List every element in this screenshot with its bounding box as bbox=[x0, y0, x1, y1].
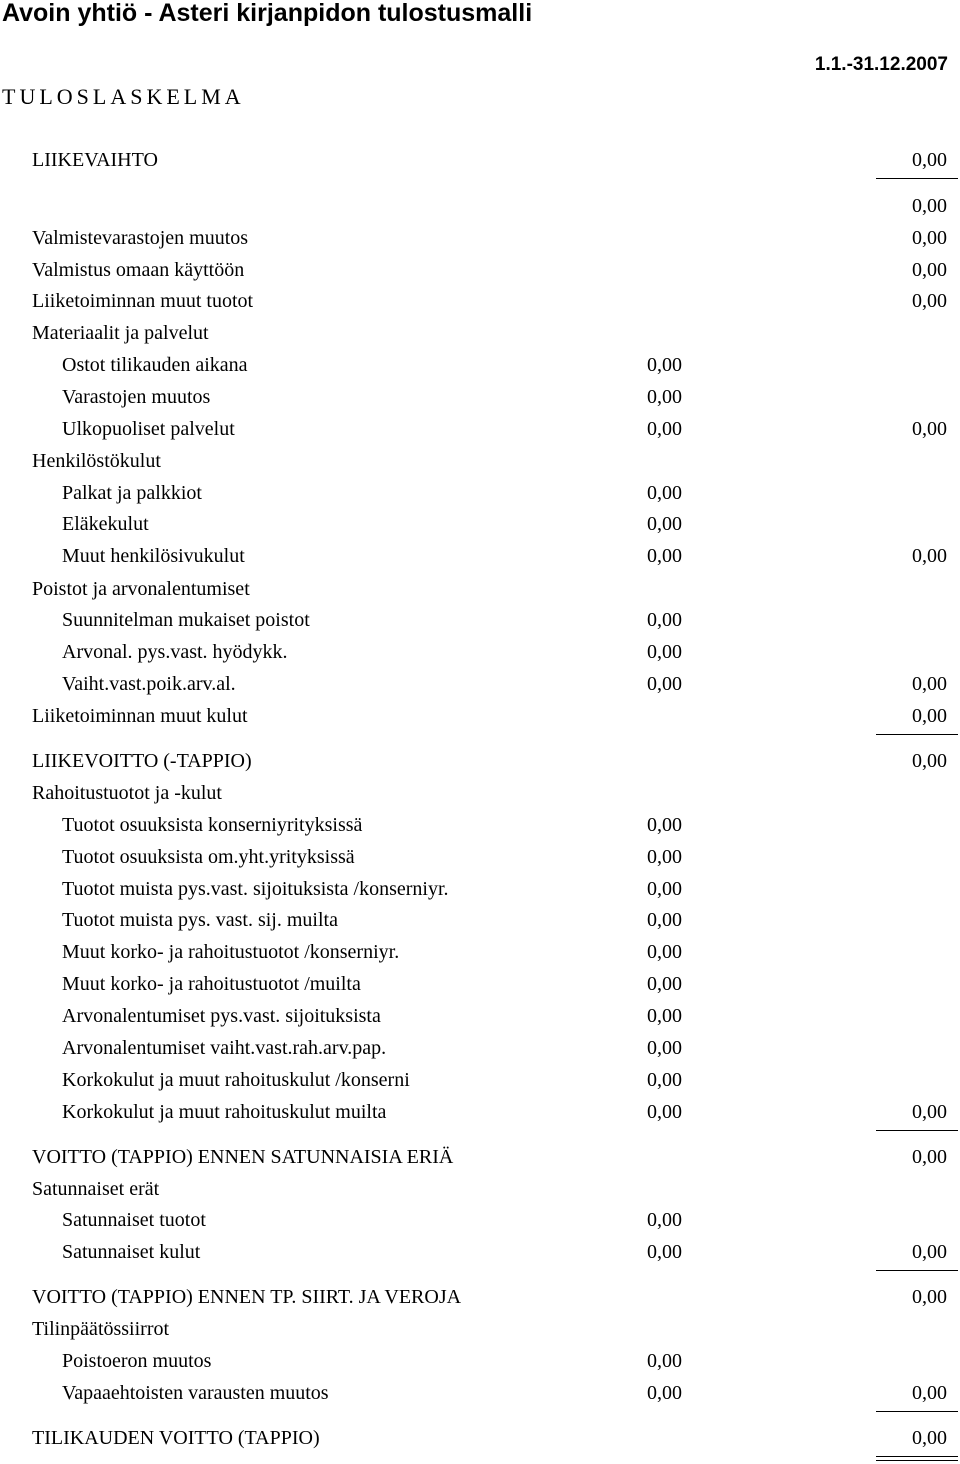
row-amount: 0,00 bbox=[647, 909, 682, 931]
row-amount: 0,00 bbox=[647, 1101, 682, 1123]
row-amount: 0,00 bbox=[647, 513, 682, 535]
row-label: Ostot tilikauden aikana bbox=[62, 354, 248, 376]
row-amount: 0,00 bbox=[647, 878, 682, 900]
statement-heading: TULOSLASKELMA bbox=[2, 84, 245, 109]
row-total: 0,00 bbox=[912, 195, 947, 217]
row-label: LIIKEVOITTO (-TAPPIO) bbox=[32, 750, 252, 772]
row-total: 0,00 bbox=[912, 750, 947, 772]
row-amount: 0,00 bbox=[647, 545, 682, 567]
row-label: Valmistevarastojen muutos bbox=[32, 227, 249, 249]
row-label: Eläkekulut bbox=[62, 513, 149, 535]
row-amount: 0,00 bbox=[647, 354, 682, 376]
row-total: 0,00 bbox=[912, 1382, 947, 1404]
row-total: 0,00 bbox=[912, 290, 947, 312]
row-label: Rahoitustuotot ja -kulut bbox=[32, 782, 222, 804]
row-total: 0,00 bbox=[912, 705, 947, 727]
row-label: Vapaaehtoisten varausten muutos bbox=[62, 1382, 329, 1404]
row-amount: 0,00 bbox=[647, 1350, 682, 1372]
row-label: Arvonal. pys.vast. hyödykk. bbox=[62, 641, 288, 663]
double-rule-top bbox=[876, 1456, 958, 1457]
row-label: Vaiht.vast.poik.arv.al. bbox=[62, 673, 236, 695]
row-label: Muut henkilösivukulut bbox=[62, 545, 245, 567]
row-amount: 0,00 bbox=[647, 1382, 682, 1404]
row-total: 0,00 bbox=[912, 259, 947, 281]
row-label: Tilinpäätössiirrot bbox=[32, 1318, 170, 1340]
row-label: Tuotot osuuksista om.yht.yrityksissä bbox=[62, 846, 355, 868]
subtotal-rule bbox=[876, 1130, 958, 1131]
row-label: Varastojen muutos bbox=[62, 386, 211, 408]
row-amount: 0,00 bbox=[647, 814, 682, 836]
row-amount: 0,00 bbox=[647, 386, 682, 408]
row-total: 0,00 bbox=[912, 418, 947, 440]
row-label: Satunnaiset tuotot bbox=[62, 1209, 206, 1231]
row-total: 0,00 bbox=[912, 673, 947, 695]
row-label: Poistoeron muutos bbox=[62, 1350, 212, 1372]
row-total: 0,00 bbox=[912, 1427, 947, 1449]
subtotal-rule bbox=[876, 178, 958, 179]
subtotal-rule bbox=[876, 734, 958, 735]
row-amount: 0,00 bbox=[647, 418, 682, 440]
row-label: Ulkopuoliset palvelut bbox=[62, 418, 235, 440]
double-rule-bottom bbox=[876, 1460, 958, 1461]
row-label: Satunnaiset kulut bbox=[62, 1241, 201, 1263]
row-label: Liiketoiminnan muut kulut bbox=[32, 705, 248, 727]
row-label: Korkokulut ja muut rahoituskulut muilta bbox=[62, 1101, 387, 1123]
row-amount: 0,00 bbox=[647, 1209, 682, 1231]
row-label: Arvonalentumiset vaiht.vast.rah.arv.pap. bbox=[62, 1037, 387, 1059]
row-amount: 0,00 bbox=[647, 673, 682, 695]
row-amount: 0,00 bbox=[647, 973, 682, 995]
subtotal-rule bbox=[876, 1411, 958, 1412]
row-label: Muut korko- ja rahoitustuotot /konserniyr. bbox=[62, 941, 400, 963]
row-total: 0,00 bbox=[912, 1286, 947, 1308]
document-title: Avoin yhtiö - Asteri kirjanpidon tulostusmalli bbox=[2, 0, 533, 27]
row-amount: 0,00 bbox=[647, 641, 682, 663]
row-amount: 0,00 bbox=[647, 1037, 682, 1059]
row-amount: 0,00 bbox=[647, 1241, 682, 1263]
period-label: 1.1.-31.12.2007 bbox=[814, 54, 948, 75]
row-label: Poistot ja arvonalentumiset bbox=[32, 578, 250, 600]
row-amount: 0,00 bbox=[647, 941, 682, 963]
row-label: Tuotot muista pys.vast. sijoituksista /konserniyr. bbox=[62, 878, 449, 900]
row-amount: 0,00 bbox=[647, 1069, 682, 1091]
row-amount: 0,00 bbox=[647, 1005, 682, 1027]
row-label: Liiketoiminnan muut tuotot bbox=[32, 290, 254, 312]
row-label: Materiaalit ja palvelut bbox=[32, 322, 209, 344]
row-label: Valmistus omaan käyttöön bbox=[32, 259, 245, 281]
row-label: VOITTO (TAPPIO) ENNEN SATUNNAISIA ERIÄ bbox=[32, 1146, 454, 1168]
row-total: 0,00 bbox=[912, 1101, 947, 1123]
row-total: 0,00 bbox=[912, 545, 947, 567]
row-total: 0,00 bbox=[912, 149, 947, 171]
row-label: Tuotot muista pys. vast. sij. muilta bbox=[62, 909, 338, 931]
row-label: VOITTO (TAPPIO) ENNEN TP. SIIRT. JA VEROJA bbox=[32, 1286, 462, 1308]
subtotal-rule bbox=[876, 1270, 958, 1271]
row-label: Arvonalentumiset pys.vast. sijoituksista bbox=[62, 1005, 381, 1027]
row-amount: 0,00 bbox=[647, 482, 682, 504]
row-total: 0,00 bbox=[912, 1241, 947, 1263]
row-label: Satunnaiset erät bbox=[32, 1178, 160, 1200]
row-label: TILIKAUDEN VOITTO (TAPPIO) bbox=[32, 1427, 320, 1449]
row-total: 0,00 bbox=[912, 227, 947, 249]
row-amount: 0,00 bbox=[647, 609, 682, 631]
row-label: Muut korko- ja rahoitustuotot /muilta bbox=[62, 973, 361, 995]
row-label: Tuotot osuuksista konserniyrityksissä bbox=[62, 814, 363, 836]
row-label: Henkilöstökulut bbox=[32, 450, 161, 472]
row-amount: 0,00 bbox=[647, 846, 682, 868]
row-total: 0,00 bbox=[912, 1146, 947, 1168]
row-label: Palkat ja palkkiot bbox=[62, 482, 202, 504]
row-label: Suunnitelman mukaiset poistot bbox=[62, 609, 310, 631]
row-label: Korkokulut ja muut rahoituskulut /konserni bbox=[62, 1069, 410, 1091]
row-label: LIIKEVAIHTO bbox=[32, 149, 158, 171]
